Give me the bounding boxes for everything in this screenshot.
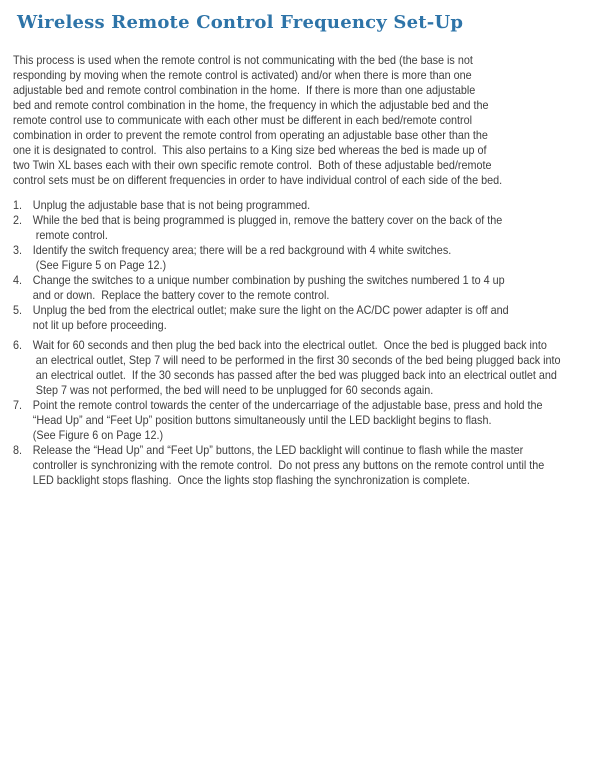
step-item-4 — [13, 273, 611, 303]
step-line: “Head Up” and “Feet Up” position buttons simultaneously until the LED backlight begins to flash. — [32, 413, 492, 427]
step-line: Unplug the bed from the electrical outlet; make sure the light on the AC/DC power adapter is off and — [32, 303, 509, 317]
step-line: an electrical outlet. If the 30 seconds has passed after the bed was plugged back into an electrical outlet and — [32, 368, 557, 382]
intro-line: This process is used when the remote control is not communicating with the bed (the base is not — [13, 53, 473, 67]
step-text — [33, 243, 611, 273]
step-item-2 — [13, 213, 611, 243]
step-text — [33, 198, 611, 213]
step-number: 1. — [13, 198, 23, 212]
steps-list-6-to-8 — [13, 338, 611, 488]
step-text — [33, 303, 611, 333]
step-item-6 — [13, 338, 611, 398]
step-text — [33, 338, 611, 398]
step-item-1 — [13, 198, 611, 213]
intro-line: remote control use to communicate with each other must be different in each bed/remote control — [13, 113, 473, 127]
step-line: Change the switches to a unique number combination by pushing the switches numbered 1 to 4 up — [32, 273, 505, 287]
document-page — [0, 12, 611, 782]
step-number: 3. — [13, 243, 23, 257]
step-number: 7. — [13, 398, 23, 412]
intro-line: bed and remote control combination in the home, the frequency in which the adjustable bed and the — [13, 98, 489, 112]
intro-line: combination in order to prevent the remote control from operating an adjustable base other than the — [13, 128, 488, 142]
step-line: Point the remote control towards the center of the undercarriage of the adjustable base, press and hold the — [32, 398, 543, 412]
step-line: an electrical outlet, Step 7 will need to be performed in the first 30 seconds of the bed being plugged back into — [32, 353, 561, 367]
step-number: 8. — [13, 443, 23, 457]
step-line: Identify the switch frequency area; there will be a red background with 4 white switches. — [32, 243, 452, 257]
step-line: Step 7 was not performed, the bed will need to be unplugged for 60 seconds again. — [32, 383, 434, 397]
step-number: 4. — [13, 273, 23, 287]
step-line: controller is synchronizing with the remote control. Do not press any buttons on the remote control until the — [32, 458, 545, 472]
intro-line: two Twin XL bases each with their own specific remote control. Both of these adjustable bed/remote — [13, 158, 492, 172]
step-item-3 — [13, 243, 611, 273]
step-item-5 — [13, 303, 611, 333]
step-line: remote control. — [32, 228, 108, 242]
intro-line: responding by moving when the remote control is activated) and/or when there is more than one — [13, 68, 472, 82]
steps-list-1-to-5 — [13, 198, 611, 333]
step-line: not lit up before proceeding. — [32, 318, 167, 332]
intro-line: adjustable bed and remote control combination in the home. If there is more than one adjustable — [13, 83, 476, 97]
intro-line: one it is designated to control. This also pertains to a King size bed whereas the bed is made up of — [13, 143, 487, 157]
step-line: and or down. Replace the battery cover to the remote control. — [32, 288, 330, 302]
step-line: (See Figure 6 on Page 12.) — [32, 428, 164, 442]
step-item-7 — [13, 398, 611, 443]
page-title: Wireless Remote Control Frequency Set-Up — [17, 12, 464, 33]
step-line: While the bed that is being programmed is plugged in, remove the battery cover on the back of the — [32, 213, 503, 227]
step-number: 5. — [13, 303, 23, 317]
step-text — [33, 213, 611, 243]
step-text — [33, 443, 611, 488]
step-line: Unplug the adjustable base that is not being programmed. — [32, 198, 311, 212]
intro-paragraph — [13, 53, 611, 188]
step-number: 6. — [13, 338, 23, 352]
intro-line: control sets must be on different frequencies in order to have individual control of each side of the bed. — [13, 173, 503, 187]
step-line: Release the “Head Up” and “Feet Up” buttons, the LED backlight will continue to flash while the master — [32, 443, 524, 457]
step-line: (See Figure 5 on Page 12.) — [32, 258, 167, 272]
body-text-block — [13, 53, 611, 488]
step-text — [33, 398, 611, 443]
step-line: LED backlight stops flashing. Once the lights stop flashing the synchronization is complete. — [32, 473, 470, 487]
step-item-8 — [13, 443, 611, 488]
step-number: 2. — [13, 213, 23, 227]
step-line: Wait for 60 seconds and then plug the bed back into the electrical outlet. Once the bed is plugged back into — [32, 338, 547, 352]
step-text — [33, 273, 611, 303]
